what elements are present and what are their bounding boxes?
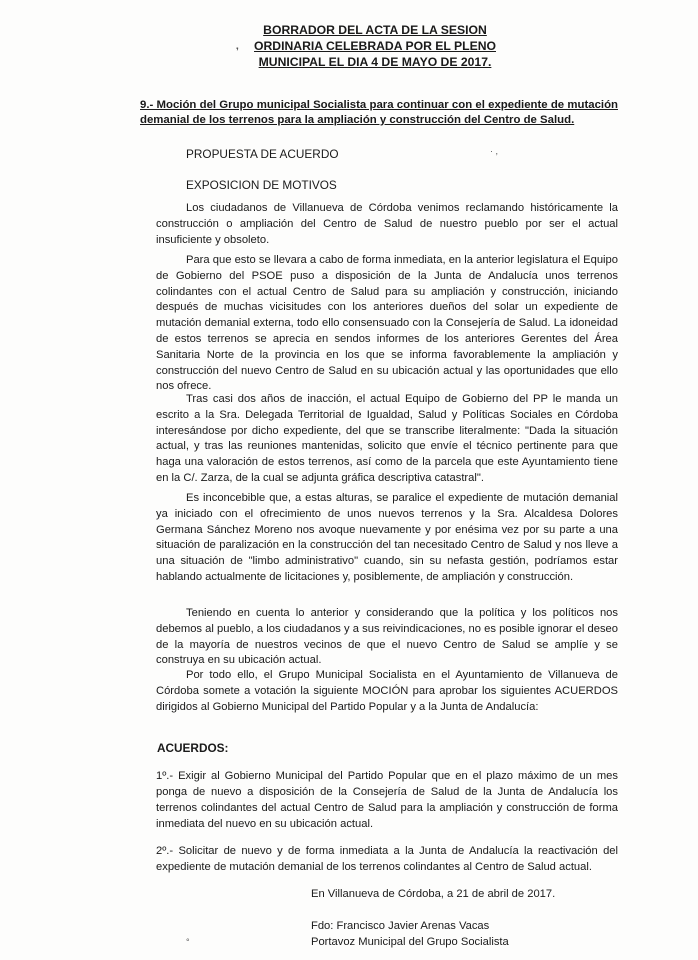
signer-role: Portavoz Municipal del Grupo Socialista [311, 936, 509, 948]
scan-mark: ° [186, 937, 190, 947]
paragraph: Para que esto se llevara a cabo de forma inmediata, en la anterior legislatura el Equipo de Gobierno del PSOE puso a disposición de la Junta de Andalucía unos terrenos colindantes con el actual Centro de Salud para su ampliación y construcción, iniciando después de muchas vicisitudes con los anteriores dueños del solar un expediente de mutación demanial externa, todo ello consensuado con la Consejería de Salud. La idoneidad de estos terrenos se aprecia en sendos informes de los anteriores Gerentes del Área Sanitaria Norte de la provincia en los que se informa favorablemente la ampliación y construcción del nuevo Centro de Salud en su ubicación actual y las oportunidades que ello nos ofrece. [156, 254, 618, 393]
document-header [230, 22, 520, 70]
acuerdos-heading: ACUERDOS: [157, 741, 229, 755]
paragraph: Por todo ello, el Grupo Municipal Socialista en el Ayuntamiento de Villanueva de Córdoba somete a votación la siguiente MOCIÓN para aprobar los siguientes ACUERDOS dirigidos al Gobierno Municipal del Partido Popular y a la Junta de Andalucía: [156, 669, 618, 713]
paragraph: Tras casi dos años de inacción, el actual Equipo de Gobierno del PP le manda un escrito a la Sra. Delegada Territorial de Igualdad, Salud y Políticas Sociales en Córdoba interesándose por dicho expediente, del que se transcribe literalmente: "Dada la situación actual, y tras las reuniones mantenidas, solicito que envíe el técnico pertinente para que haga una valoración de estos terrenos, así como de la parcela que este Ayuntamiento tiene en la C/. Zarza, de la cual se adjunta gráfica descriptiva catastral". [156, 393, 618, 484]
acuerdo-item: 2º.- Solicitar de nuevo y de forma inmediata a la Junta de Andalucía la reactivación del expediente de mutación demanial de los terrenos colindantes al Centro de Salud actual. [156, 845, 618, 873]
signed-by: Fdo: Francisco Javier Arenas Vacas [311, 920, 490, 932]
scan-mark: ❜ [236, 46, 239, 56]
propuesta-label: PROPUESTA DE ACUERDO [186, 147, 339, 161]
header-line-3: MUNICIPAL EL DIA 4 DE MAYO DE 2017. [258, 55, 492, 69]
header-line-1: BORRADOR DEL ACTA DE LA SESION [263, 23, 487, 37]
place-date: En Villanueva de Córdoba, a 21 de abril de 2017. [311, 888, 556, 900]
paragraph: Teniendo en cuenta lo anterior y considerando que la política y los políticos nos debemos al pueblo, a los ciudadanos y a sus reivindicaciones, no es posible ignorar el deseo de la mayoría de nuestros vecinos de que el nuevo Centro de Salud se amplíe y se construya en su ubicación actual. [156, 607, 618, 667]
motion-title: 9.- Moción del Grupo municipal Socialista para continuar con el expediente de mutación demanial de los terrenos para la ampliación y construcción del Centro de Salud. [140, 99, 618, 126]
header-line-2: ORDINARIA CELEBRADA POR EL PLENO [254, 39, 496, 53]
acuerdo-item: 1º.- Exigir al Gobierno Municipal del Partido Popular que en el plazo máximo de un mes ponga de nuevo a disposición de la Consejería de Salud de la Junta de Andalucía los terrenos colindantes del actual Centro de Salud para la ampliación y construcción de forma inmediata del nuevo en su ubicación actual. [156, 770, 618, 830]
scan-mark: · , [490, 146, 498, 156]
exposicion-label: EXPOSICION DE MOTIVOS [186, 178, 337, 192]
paragraph: Es inconcebible que, a estas alturas, se paralice el expediente de mutación demanial ya iniciado con el ofrecimiento de unos nuevos terrenos y la Sra. Alcaldesa Dolores Germana Sánchez Moreno nos avoque nuevamente y por enésima vez por su parte a una situación de paralización en la construcción del tan necesitado Centro de Salud y nos lleve a una situación de "limbo administrativo" cuando, sin su nefasta gestión, podríamos estar hablando actualmente de licitaciones y, posiblemente, de ampliación y construcción. [156, 492, 618, 583]
paragraph: Los ciudadanos de Villanueva de Córdoba venimos reclamando históricamente la construcción o ampliación del Centro de Salud de nuestro pueblo por ser el actual insuficiente y obsoleto. [156, 202, 618, 246]
